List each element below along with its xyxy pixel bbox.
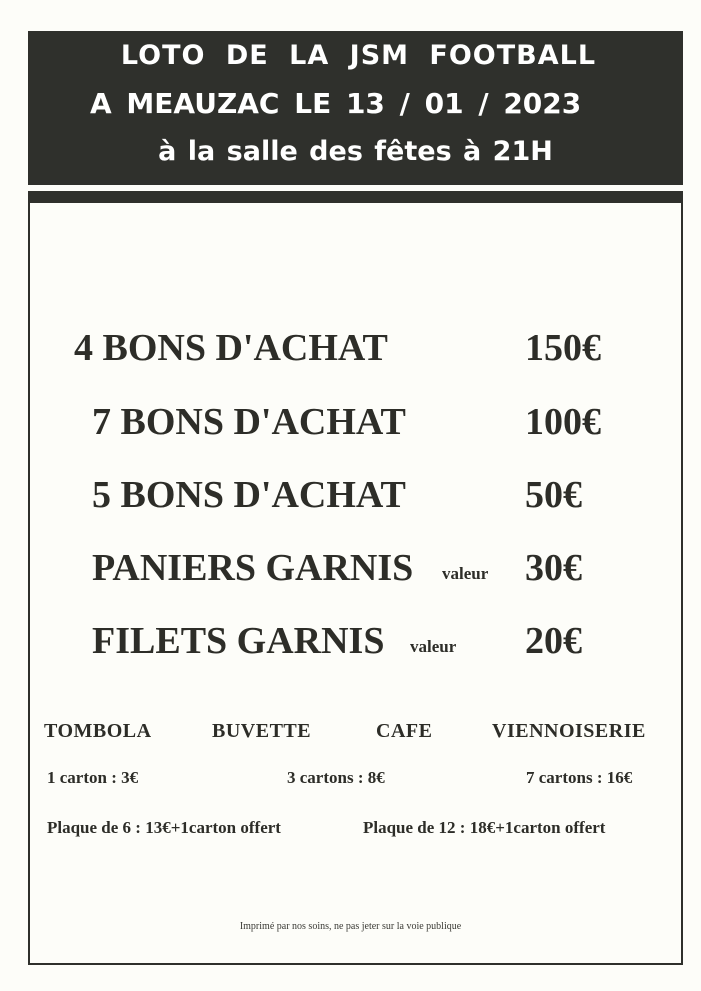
prize-value: 30€ <box>525 547 582 589</box>
price-plaque-12: Plaque de 12 : 18€+1carton offert <box>363 818 606 837</box>
prize-suffix: valeur <box>442 564 489 583</box>
extra-viennoiserie: VIENNOISERIE <box>492 720 646 742</box>
prize-suffix: valeur <box>410 637 457 656</box>
price-7-cartons: 7 cartons : 16€ <box>526 768 633 787</box>
extra-cafe: CAFE <box>376 720 433 742</box>
price-1-carton: 1 carton : 3€ <box>47 768 139 787</box>
price-plaque-6: Plaque de 6 : 13€+1carton offert <box>47 818 281 837</box>
prize-value: 50€ <box>525 474 582 516</box>
prize-label: 4 BONS D'ACHAT <box>74 327 388 369</box>
price-3-cartons: 3 cartons : 8€ <box>287 768 385 787</box>
prize-value: 100€ <box>525 401 601 443</box>
prize-value: 20€ <box>525 620 582 662</box>
event-date: A MEAUZAC LE 13 / 01 / 2023 <box>90 87 582 120</box>
footer-note: Imprimé par nos soins, ne pas jeter sur la voie publique <box>239 921 462 932</box>
extra-tombola: TOMBOLA <box>44 720 152 742</box>
header-banner <box>28 31 683 185</box>
prize-label: FILETS GARNIS <box>92 620 385 662</box>
event-title: LOTO DE LA JSM FOOTBALL <box>120 40 597 71</box>
prize-value: 150€ <box>525 327 601 369</box>
prize-label: 7 BONS D'ACHAT <box>92 401 406 443</box>
prize-label: 5 BONS D'ACHAT <box>92 474 406 516</box>
extra-buvette: BUVETTE <box>212 720 312 742</box>
event-venue: à la salle des fêtes à 21H <box>158 136 553 167</box>
prize-label: PANIERS GARNIS <box>92 547 414 589</box>
